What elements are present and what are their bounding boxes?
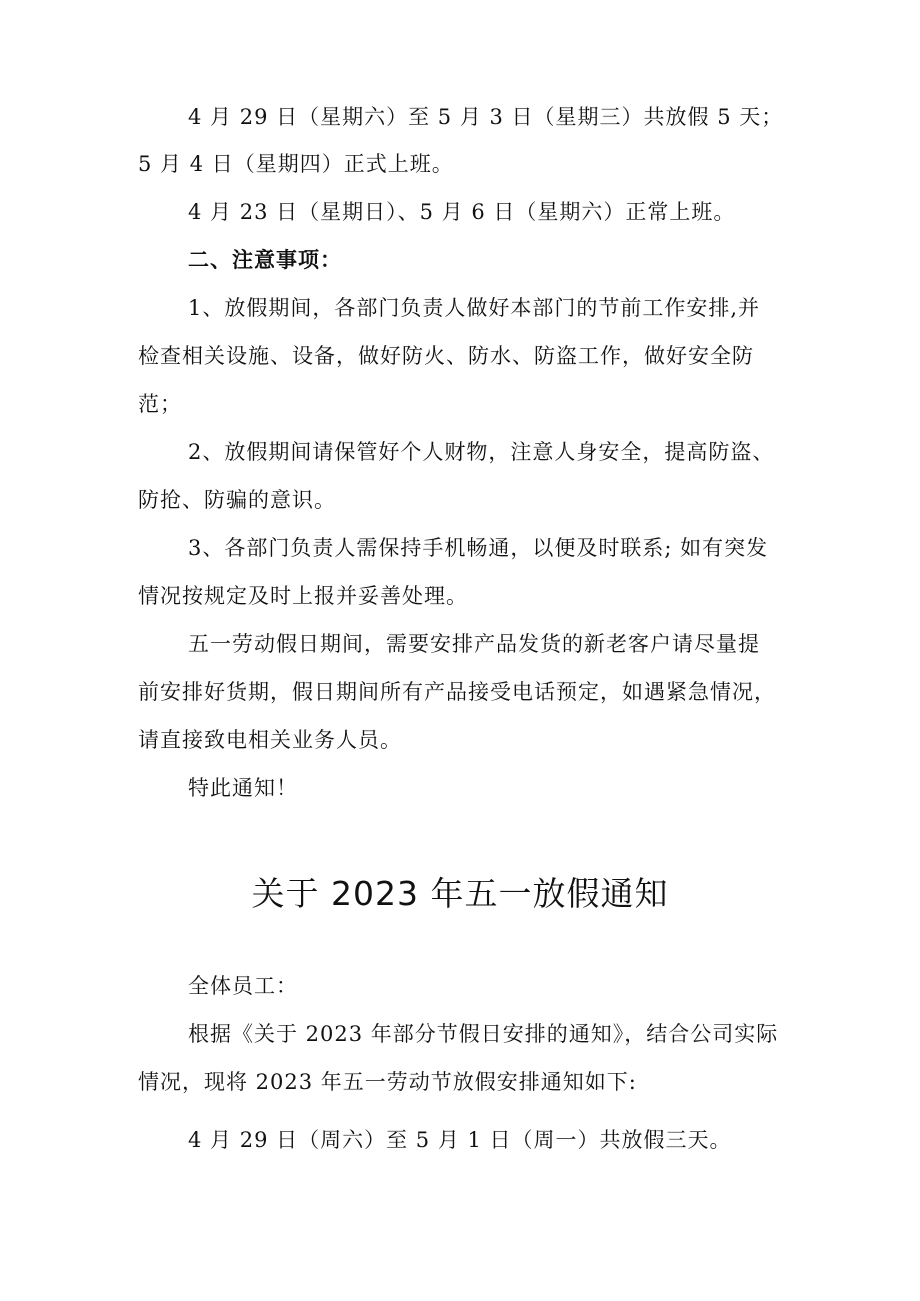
note-item-2-line-1: 2、放假期间请保管好个人财物，注意人身安全，提高防盗、 xyxy=(188,440,775,464)
notice2-holiday-line: 4 月 29 日（周六）至 5 月 1 日（周一）共放假三天。 xyxy=(188,1128,732,1152)
note-item-3-line-2: 情况按规定及时上报并妥善处理。 xyxy=(138,584,468,608)
customer-paragraph-line-1: 五一劳动假日期间，需要安排产品发货的新老客户请尽量提 xyxy=(188,632,760,656)
note-item-1-line-3: 范； xyxy=(138,392,182,416)
customer-paragraph-line-3: 请直接致电相关业务人员。 xyxy=(138,728,402,752)
note-item-2-line-2: 防抢、防骗的意识。 xyxy=(138,488,336,512)
note-item-1-line-2: 检查相关设施、设备，做好防火、防水、防盗工作，做好安全防 xyxy=(138,344,754,368)
customer-paragraph-line-2: 前安排好货期，假日期间所有产品接受电话预定，如遇紧急情况， xyxy=(138,680,776,704)
notice-title: 关于 2023 年五一放假通知 xyxy=(251,874,669,913)
return-to-work-line: 5 月 4 日（星期四）正式上班。 xyxy=(138,152,454,176)
salutation: 全体员工： xyxy=(188,974,298,998)
makeup-workday-line: 4 月 23 日（星期日）、5 月 6 日（星期六）正常上班。 xyxy=(188,200,736,224)
holiday-dates-line: 4 月 29 日（星期六）至 5 月 3 日（星期三）共放假 5 天； xyxy=(188,105,784,129)
note-item-1-line-1: 1、放假期间，各部门负责人做好本部门的节前工作安排,并 xyxy=(188,296,761,320)
intro-line-2: 情况，现将 2023 年五一劳动节放假安排通知如下: xyxy=(138,1070,637,1094)
closing-line: 特此通知！ xyxy=(188,776,298,800)
notes-heading: 二、注意事项： xyxy=(188,248,342,272)
intro-line-1: 根据《关于 2023 年部分节假日安排的通知》，结合公司实际 xyxy=(188,1022,779,1046)
note-item-3-line-1: 3、各部门负责人需保持手机畅通，以便及时联系; 如有突发 xyxy=(188,536,769,560)
